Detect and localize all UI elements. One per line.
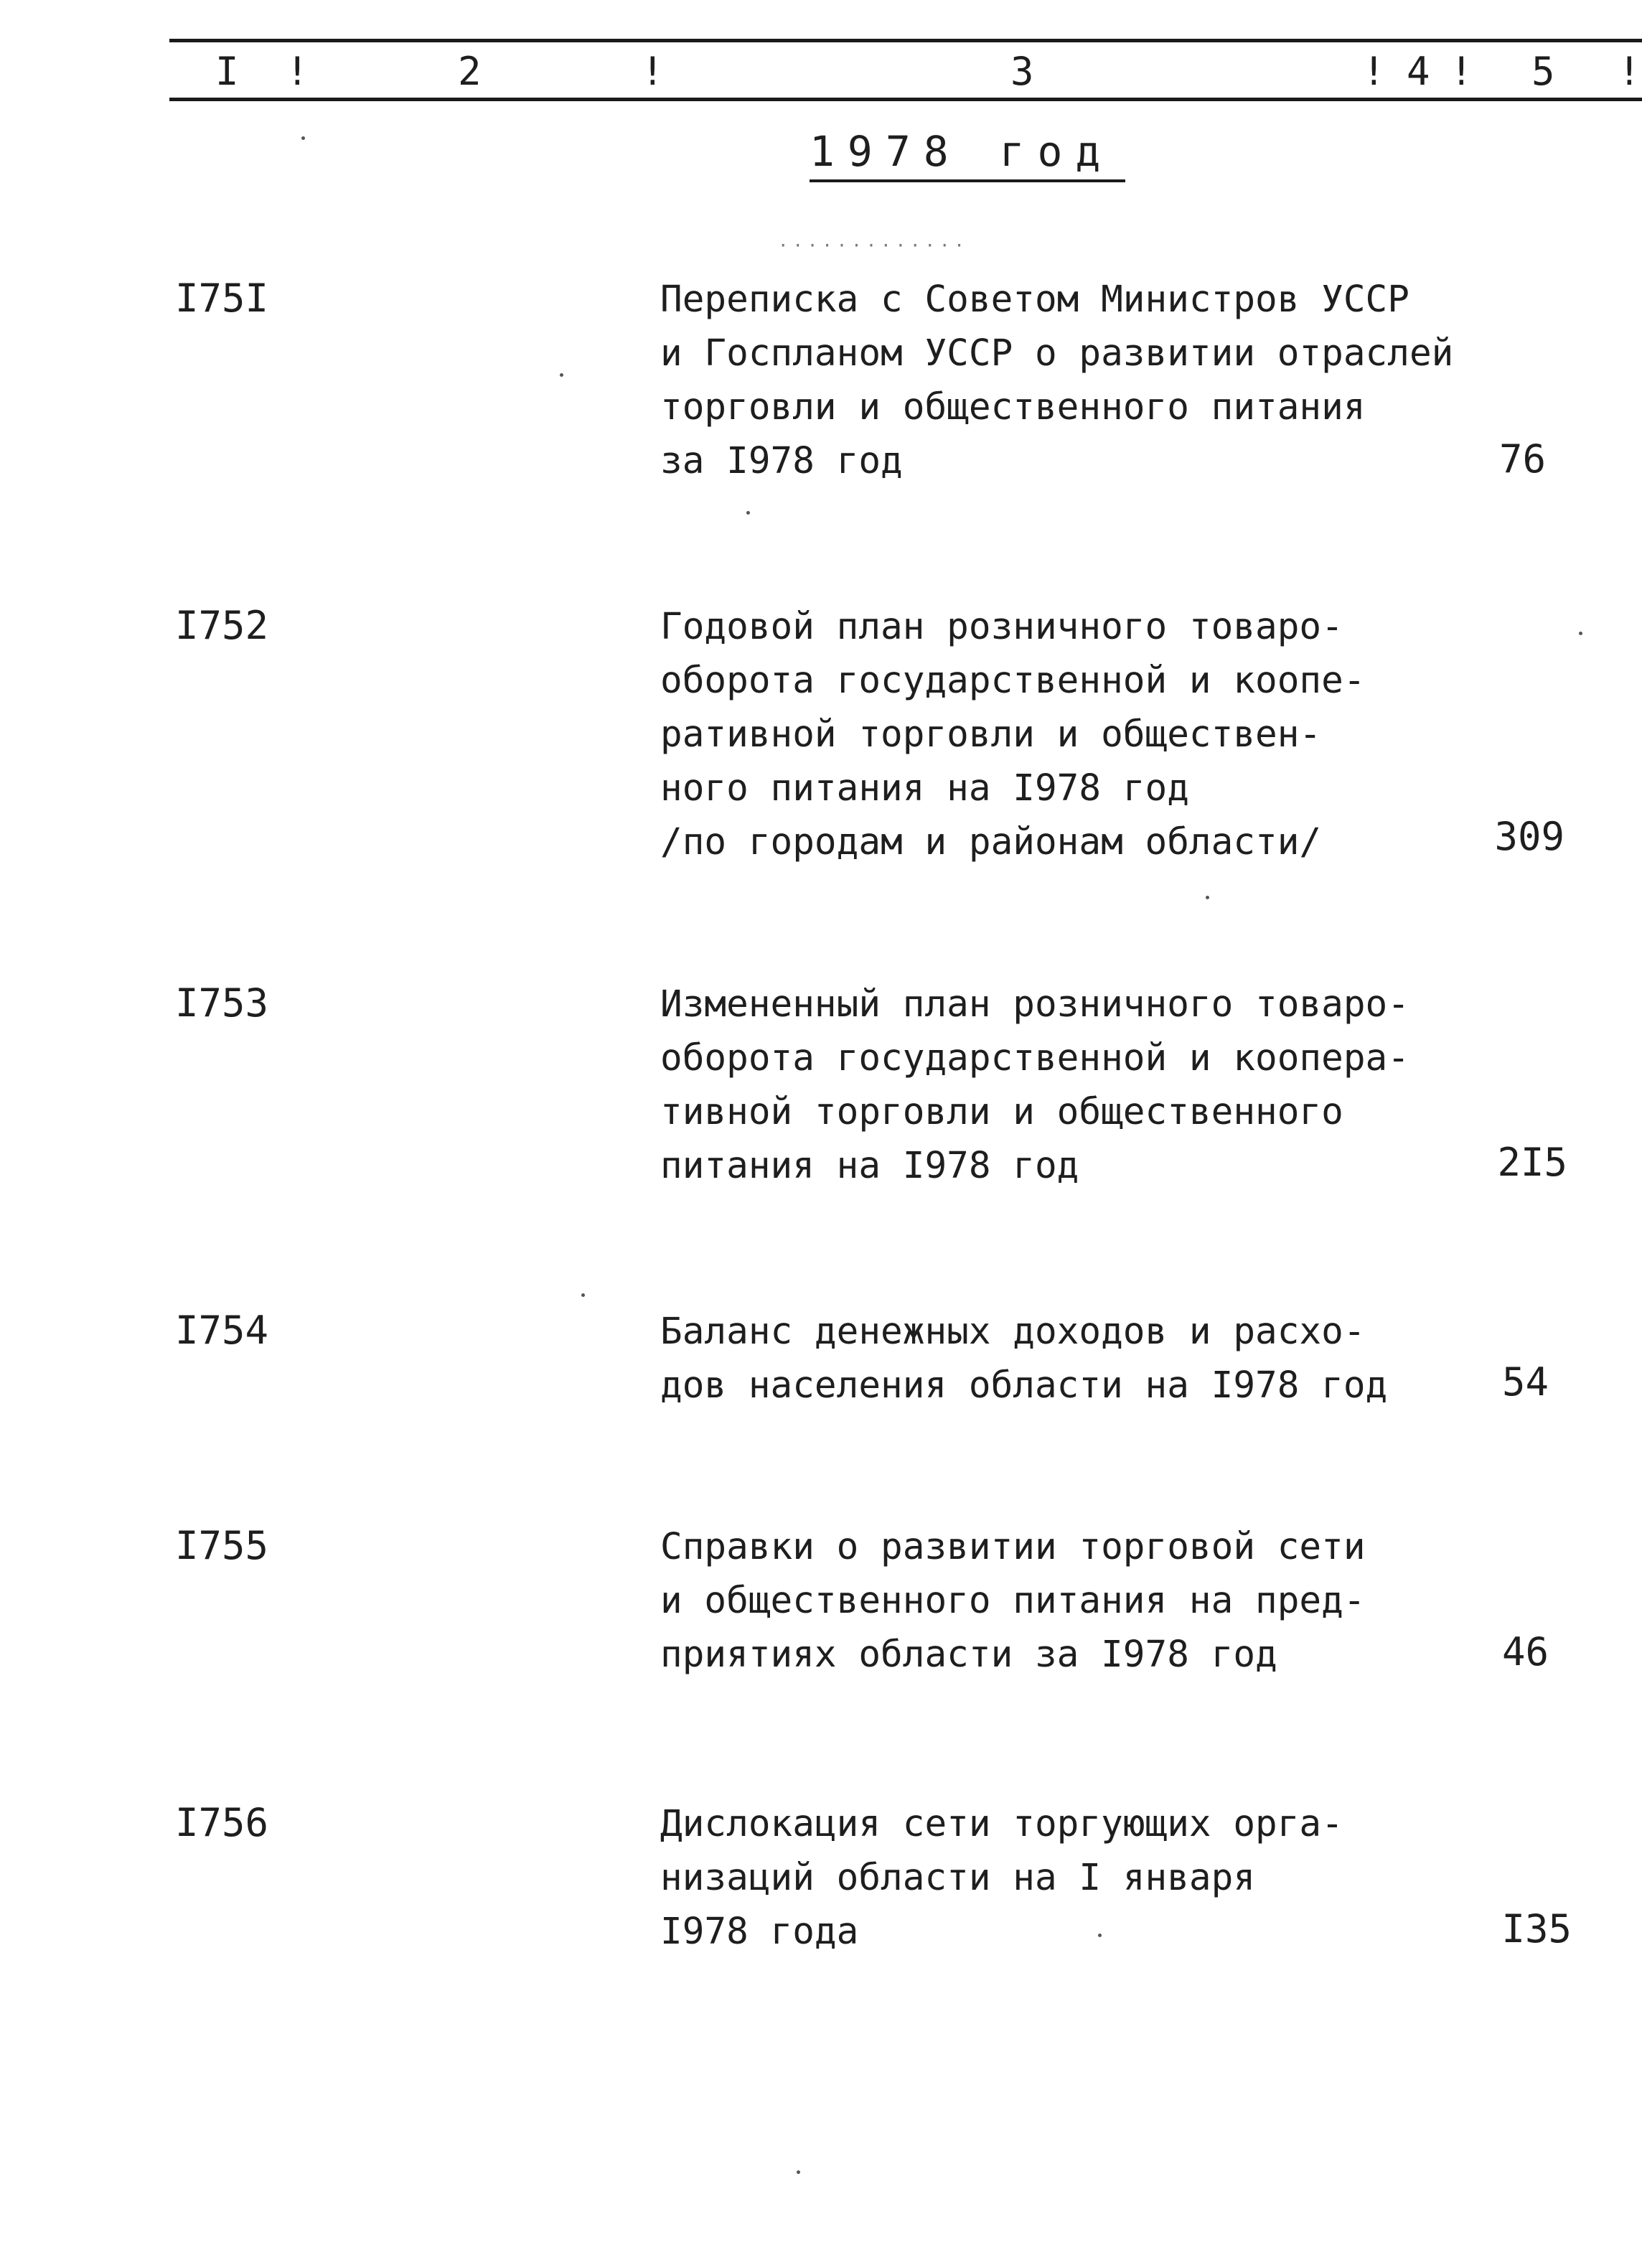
header-bottom-rule [169, 98, 1642, 101]
entry-title-line: и общественного питания на пред- [660, 1580, 1366, 1622]
scan-speck [301, 136, 305, 140]
entry-number: I753 [175, 980, 269, 1026]
column-5-header: 5 [1531, 49, 1555, 94]
entry-title-line: оборота государственной и коопе- [660, 660, 1366, 702]
scan-speck [1579, 632, 1582, 635]
year-heading: 1978 год [810, 127, 1114, 176]
entry-title-line: торговли и общественного питания [660, 386, 1366, 428]
column-separator: ! [1450, 49, 1473, 94]
column-separator: ! [286, 49, 309, 94]
column-3-header: 3 [1010, 49, 1034, 94]
entry-title-line: низаций области на I января [660, 1857, 1256, 1899]
entry-title-line: оборота государственной и коопера- [660, 1037, 1409, 1079]
column-separator: ! [1618, 49, 1641, 94]
column-separator: ! [641, 49, 665, 94]
entry-title-line: Измененный план розничного товаро- [660, 983, 1409, 1026]
entry-number: I754 [175, 1308, 269, 1353]
entry-title-line: Справки о развитии торговой сети [660, 1526, 1366, 1568]
entry-title-line: питания на I978 год [660, 1145, 1079, 1187]
scan-speck [581, 1293, 585, 1297]
entry-number: I755 [175, 1523, 269, 1568]
entry-number: I752 [175, 603, 269, 648]
entry-title-line: /по городам и районам области/ [660, 821, 1322, 863]
entry-number: I756 [175, 1800, 269, 1845]
column-2-header: 2 [458, 49, 482, 94]
scan-speck [1206, 896, 1209, 899]
entry-title-line: Дислокация сети торгующих орга- [660, 1803, 1343, 1845]
column-1-header: I [215, 49, 239, 94]
entry-title-line: ративной торговли и обществен- [660, 713, 1322, 756]
entry-title [660, 273, 1486, 488]
scan-speck [560, 373, 563, 377]
scan-speck [746, 511, 750, 515]
entry-title-line: Баланс денежных доходов и расхо- [660, 1311, 1366, 1353]
entry-page-count: 309 [1494, 814, 1564, 859]
entry-page-count: 76 [1498, 436, 1546, 482]
scan-speck [797, 2170, 800, 2174]
entry-title-line: за I978 год [660, 440, 903, 482]
entry-title-line: дов населения области на I978 год [660, 1364, 1388, 1407]
entry-title-line: I978 года [660, 1911, 859, 1953]
entry-page-count: 54 [1501, 1359, 1549, 1405]
year-heading-underline [810, 179, 1125, 182]
entry-page-count: 2I5 [1497, 1140, 1567, 1185]
entry-page-count: 46 [1501, 1629, 1549, 1674]
entry-title-line: ного питания на I978 год [660, 767, 1189, 810]
entry-title [660, 1520, 1486, 1682]
entry-page-count: I35 [1501, 1906, 1572, 1951]
entry-title [660, 978, 1486, 1193]
entry-title [660, 600, 1486, 869]
entry-title-line: Годовой план розничного товаро- [660, 606, 1343, 648]
entry-title-line: Переписка с Советом Министров УССР [660, 278, 1409, 321]
scan-speck [1098, 1934, 1102, 1937]
entry-title-line: и Госпланом УССР о развитии отраслей [660, 332, 1454, 375]
dotted-separator: ············· [778, 235, 969, 256]
column-separator: ! [1362, 49, 1386, 94]
column-4-header: 4 [1407, 49, 1430, 94]
entry-title-line: тивной торговли и общественного [660, 1091, 1343, 1133]
entry-number: I75I [175, 276, 269, 321]
entry-title-line: приятиях области за I978 год [660, 1634, 1277, 1676]
entry-title [660, 1305, 1486, 1412]
header-top-rule [169, 39, 1642, 42]
entry-title [660, 1797, 1486, 1959]
